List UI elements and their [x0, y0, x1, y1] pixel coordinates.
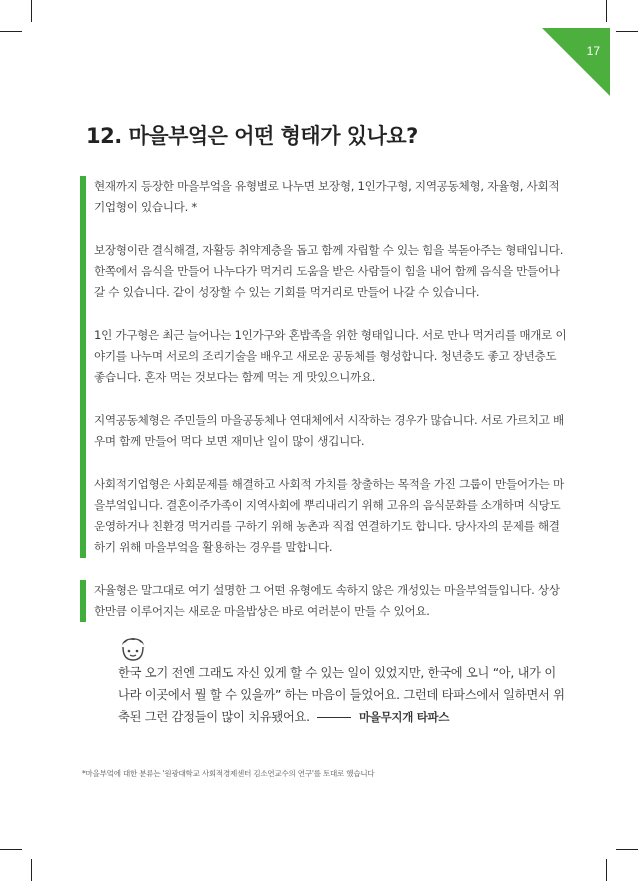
crop-mark [606, 0, 607, 22]
crop-mark [616, 849, 638, 850]
crop-mark [0, 849, 22, 850]
main-content [80, 176, 570, 644]
crop-mark [0, 31, 22, 32]
paragraph: 자율형은 말그대로 여기 설명한 그 어떤 유형에도 속하지 않은 개성있는 마을부엌들입니다. 상상한만큼 이루어지는 새로운 마을밥상은 바로 여러분이 만들 수 있어요. [94, 583, 560, 618]
quote-signature: 마을무지개 타파스 [358, 710, 450, 724]
page-corner-tab [542, 28, 610, 96]
paragraph: 지역공동체형은 주민들의 마을공동체나 연대체에서 시작하는 경우가 많습니다. 서로 가르치고 배우며 함께 만들어 먹다 보면 재미난 일이 많이 생깁니다. [94, 413, 564, 448]
crop-mark [606, 859, 607, 881]
paragraph: 사회적기업형은 사회문제를 해결하고 사회적 가치를 창출하는 목적을 가진 그룹이 만들어가는 마을부엌입니다. 결혼이주가족이 지역사회에 뿌리내리기 위해 고유의 음식문화를 소개하며 식당도 운영하거나 친환경 먹거리를 구하기 위해 농촌과 직접 연결하기도 합니다. 당사자의 문제를 해결하기 위해 마을부엌을 활용하는 경우를 말합니다. [94, 477, 564, 554]
testimonial-quote [118, 662, 566, 728]
section-block-1 [80, 176, 570, 558]
page-title: 12. 마을부엌은 어떤 형태가 있나요? [86, 124, 418, 148]
signature-divider [317, 717, 351, 718]
page-number: 17 [586, 44, 600, 58]
paragraph: 현재까지 등장한 마을부엌을 유형별로 나누면 보장형, 1인가구형, 지역공동체형, 자율형, 사회적기업형이 있습니다. * [94, 179, 560, 214]
crop-mark [31, 0, 32, 22]
paragraph: 보장형이란 결식해결, 자활등 취약계층을 돕고 함께 자립할 수 있는 힘을 북돋아주는 형태입니다. 한쪽에서 음식을 만들어 나누다가 먹거리 도움을 받은 사람들이 힘을 내어 함께 음식을 만들어나갈 수 있습니다. 같이 성장할 수 있는 기회를 먹거리로 만들어 나갈 수 있습니다. [94, 243, 564, 299]
footnote: *마을부엌에 대한 분류는 '원광대학교 사회적경제센터 김소연교수의 연구'를 토대로 했습니다 [82, 769, 375, 778]
face-icon [118, 636, 148, 662]
crop-mark [616, 31, 638, 32]
crop-mark [31, 859, 32, 881]
paragraph: 1인 가구형은 최근 늘어나는 1인가구와 혼밥족을 위한 형태입니다. 서로 만나 먹거리를 매개로 이야기를 나누며 서로의 조리기술을 배우고 새로운 공동체를 형성합니다. 청년층도 좋고 장년층도 좋습니다. 혼자 먹는 것보다는 함께 먹는 게 맛있으니까요. [94, 328, 567, 384]
quote-text: 한국 오기 전엔 그래도 자신 있게 할 수 있는 일이 있었지만, 한국에 오니 “아, 내가 이 나라 이곳에서 뭘 할 수 있을까” 하는 마음이 들었어요. 그런데 타파스에서 일하면서 위축된 그런 감정들이 많이 치유됐어요. [118, 666, 565, 724]
section-block-2 [80, 580, 570, 622]
